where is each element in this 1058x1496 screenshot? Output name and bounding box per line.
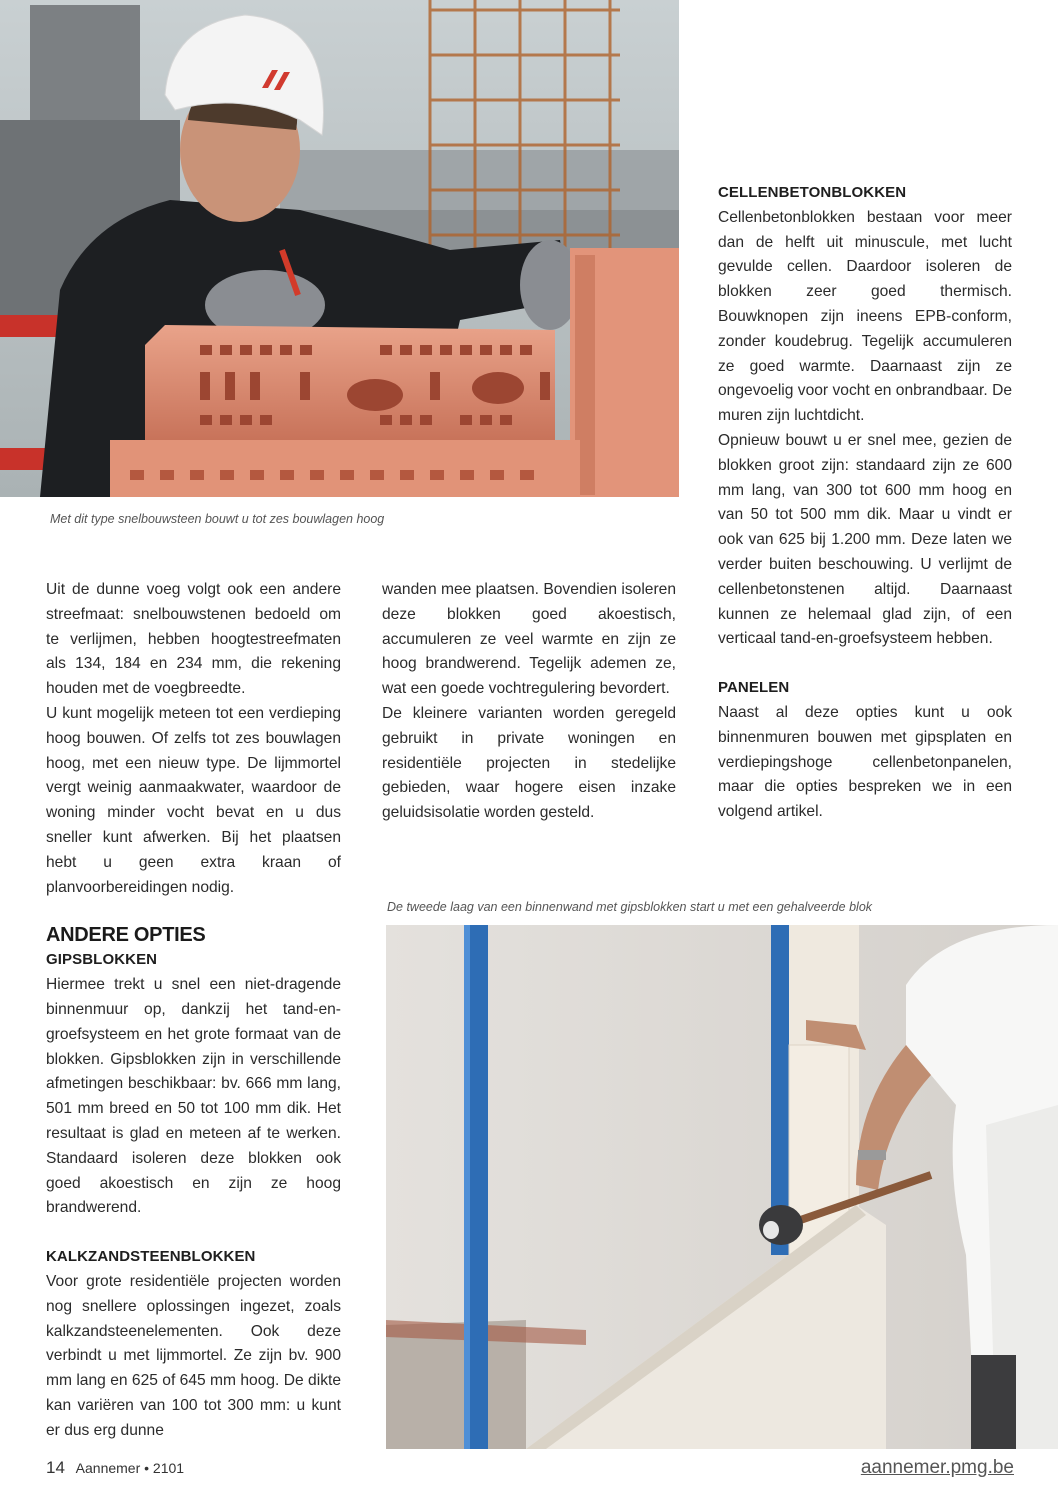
text-column-1 bbox=[46, 578, 341, 1444]
subheading-kalkzandsteenblokken: KALKZANDSTEENBLOKKEN bbox=[46, 1248, 256, 1266]
footer-page-info bbox=[46, 1458, 184, 1478]
paragraph: wanden mee plaatsen. Bovendien isoleren deze blokken goed akoestisch, accumuleren ze veel warmte en zijn ze hoog brandwerend. Tegelijk ademen ze, wat een goede vochtregulering bevordert. bbox=[382, 581, 676, 698]
page-number: 14 bbox=[46, 1458, 65, 1477]
paragraph: U kunt mogelijk meteen tot een verdieping hoog bouwen. Of zelfs tot zes bouwlagen hoog, met een nieuw type. De lijmmortel vergt weinig aanmaakwater, waardoor de woning minder vocht bevat en u dus sneller kunt afwerken. Bij het plaatsen hebt u geen extra kraan of planvoorbereidingen nodig. bbox=[46, 704, 341, 896]
paragraph: Voor grote residentiële projecten worden nog snellere oplossingen ingezet, zoals kalkzandsteenelementen. Ook deze verbindt u met lijmmortel. Ze zijn bv. 900 mm lang en 625 of 645 mm hoog. De dikte kan variëren van 100 tot 300 mm: u kunt er dus erg dunne bbox=[46, 1272, 341, 1439]
paragraph: Hiermee trekt u snel een niet-dragende binnenmuur op, dankzij het tand-en-groefsysteem en het grote formaat van de blokken. Gipsblokken zijn in verschillende afmetingen beschikbaar: bv. 666 mm lang, 501 mm breed en 50 tot 100 mm dik. Het resultaat is glad en meteen af te werken. Standaard isoleren deze blokken ook goed akoestisch en zijn ze hoog brandwerend. bbox=[46, 976, 341, 1217]
gypsum-wall-illustration bbox=[386, 925, 1058, 1449]
photo-bricklayer bbox=[0, 0, 679, 497]
bricklayer-illustration bbox=[0, 0, 679, 497]
photo-caption-gipsblokken: De tweede laag van een binnenwand met gipsblokken start u met een gehalveerde blok bbox=[387, 900, 873, 914]
text-column-3 bbox=[718, 181, 1012, 825]
subheading-panelen: PANELEN bbox=[718, 679, 790, 697]
paragraph: De kleinere varianten worden geregeld gebruikt in private woningen en residentiële projecten in stedelijke gebieden, waar hogere eisen inzake geluidsisolatie worden gesteld. bbox=[382, 704, 676, 822]
text-column-2 bbox=[382, 578, 676, 826]
photo-caption-bricklayer: Met dit type snelbouwsteen bouwt u tot zes bouwlagen hoog bbox=[50, 512, 385, 526]
paragraph: Cellenbetonblokken bestaan voor meer dan de helft uit minuscule, met lucht gevulde cellen. Daardoor isoleren de blokken zeer goed thermisch. Bouwknopen zijn ineens EPB-conform, zonder koudebrug. Tegelijk accumuleren ze goed warmte. Daarnaast zijn ze ongevoelig voor vocht en onbrandbaar. De muren zijn luchtdicht. bbox=[718, 208, 1012, 425]
section-title-andere-opties: ANDERE OPTIES bbox=[46, 924, 206, 947]
paragraph: Naast al deze opties kunt u ook binnenmuren bouwen met gipsplaten en verdiepingshoge cellenbetonpanelen, maar die opties bespreken we in een volgend artikel. bbox=[718, 703, 1012, 821]
paragraph: Opnieuw bouwt u er snel mee, gezien de blokken groot zijn: standaard zijn ze 600 mm lang, van 300 tot 600 mm hoog en van 50 tot 500 mm dik. Maar u vindt er ook van 625 bij 1.200 mm. Deze laten we verder buiten beschouwing. U verlijmt de cellenbetonstenen altijd. Daarnaast kunnen ze helemaal glad zijn, of een verticaal tand-en-groefsysteem hebben. bbox=[718, 431, 1012, 648]
subheading-gipsblokken: GIPSBLOKKEN bbox=[46, 951, 158, 969]
footer-website-link[interactable]: aannemer.pmg.be bbox=[860, 1457, 1014, 1478]
photo-gypsum-wall bbox=[386, 925, 1058, 1449]
subheading-cellenbetonblokken: CELLENBETONBLOKKEN bbox=[718, 184, 907, 201]
paragraph: Uit de dunne voeg volgt ook een andere streefmaat: snelbouwstenen bedoeld om te verlijmen, hebben hoogtestreefmaten als 134, 184 en 234 mm, die rekening houden met de voegbreedte. bbox=[46, 581, 341, 698]
magazine-issue: Aannemer • 2101 bbox=[75, 1460, 185, 1476]
